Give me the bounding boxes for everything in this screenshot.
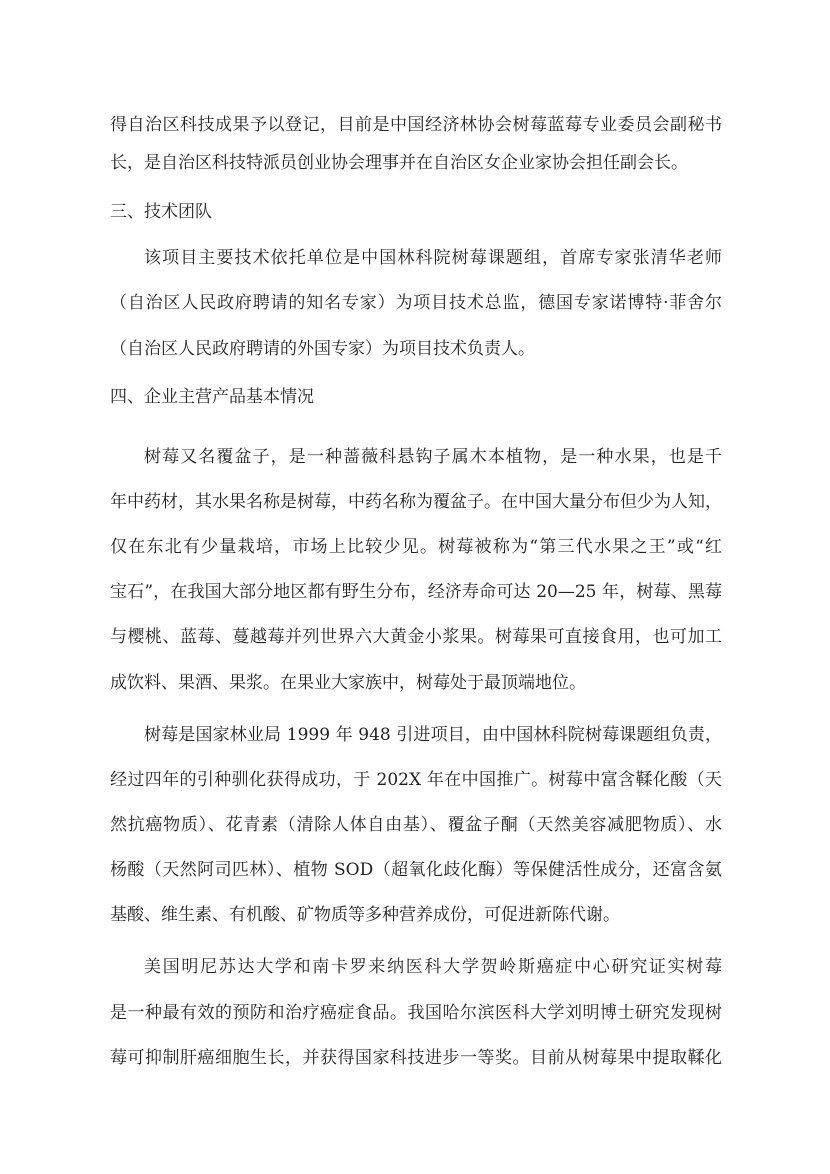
paragraph-line: 杨酸（天然阿司匹林）、植物 SOD（超氧化歧化酶）等保健活性成分，还富含氨: [110, 860, 722, 880]
paragraph-line: 是一种最有效的预防和治疗癌症食品。我国哈尔滨医科大学刘明博士研究发现树: [110, 1003, 722, 1023]
section-heading: 三、技术团队: [110, 202, 212, 222]
paragraph-line: 该项目主要技术依托单位是中国林科院树莓课题组，首席专家张清华老师: [144, 248, 722, 268]
paragraph-line: 莓可抑制肝癌细胞生长，并获得国家科技进步一等奖。目前从树莓果中提取鞣化: [110, 1048, 722, 1068]
paragraph-line: 树莓又名覆盆子，是一种蔷薇科悬钩子属木本植物，是一种水果，也是千: [144, 447, 722, 467]
paragraph-line: （自治区人民政府聘请的知名专家）为项目技术总监，德国专家诺博特·菲舍尔: [110, 293, 722, 313]
paragraph-line: 仅在东北有少量栽培，市场上比较少见。树莓被称为“第三代水果之王”或“红: [110, 537, 722, 557]
paragraph-line: 与樱桃、蓝莓、蔓越莓并列世界六大黄金小浆果。树莓果可直接食用，也可加工: [110, 627, 722, 647]
paragraph-line: 然抗癌物质）、花青素（清除人体自由基）、覆盆子酮（天然美容减肥物质）、水: [110, 815, 722, 835]
paragraph-line: 长，是自治区科技特派员创业协会理事并在自治区女企业家协会担任副会长。: [110, 153, 688, 173]
paragraph-line: 美国明尼苏达大学和南卡罗来纳医科大学贺岭斯癌症中心研究证实树莓: [144, 957, 722, 977]
paragraph-line: 经过四年的引种驯化获得成功，于 202X 年在中国推广。树莓中富含鞣化酸（天: [110, 770, 722, 790]
section-heading: 四、企业主营产品基本情况: [110, 387, 314, 407]
paragraph-line: 宝石”，在我国大部分地区都有野生分布，经济寿命可达 20—25 年，树莓、黑莓: [110, 582, 722, 602]
paragraph-line: 成饮料、果酒、果浆。在果业大家族中，树莓处于最顶端地位。: [110, 673, 586, 693]
paragraph-line: 基酸、维生素、有机酸、矿物质等多种营养成份，可促进新陈代谢。: [110, 905, 620, 925]
paragraph-line: 年中药材，其水果名称是树莓，中药名称为覆盆子。在中国大量分布但少为人知，: [110, 492, 722, 512]
paragraph-line: （自治区人民政府聘请的外国专家）为项目技术负责人。: [110, 339, 535, 359]
paragraph-line: 得自治区科技成果予以登记，目前是中国经济林协会树莓蓝莓专业委员会副秘书: [110, 115, 722, 135]
paragraph-line: 树莓是国家林业局 1999 年 948 引进项目，由中国林科院树莓课题组负责，: [144, 725, 722, 745]
